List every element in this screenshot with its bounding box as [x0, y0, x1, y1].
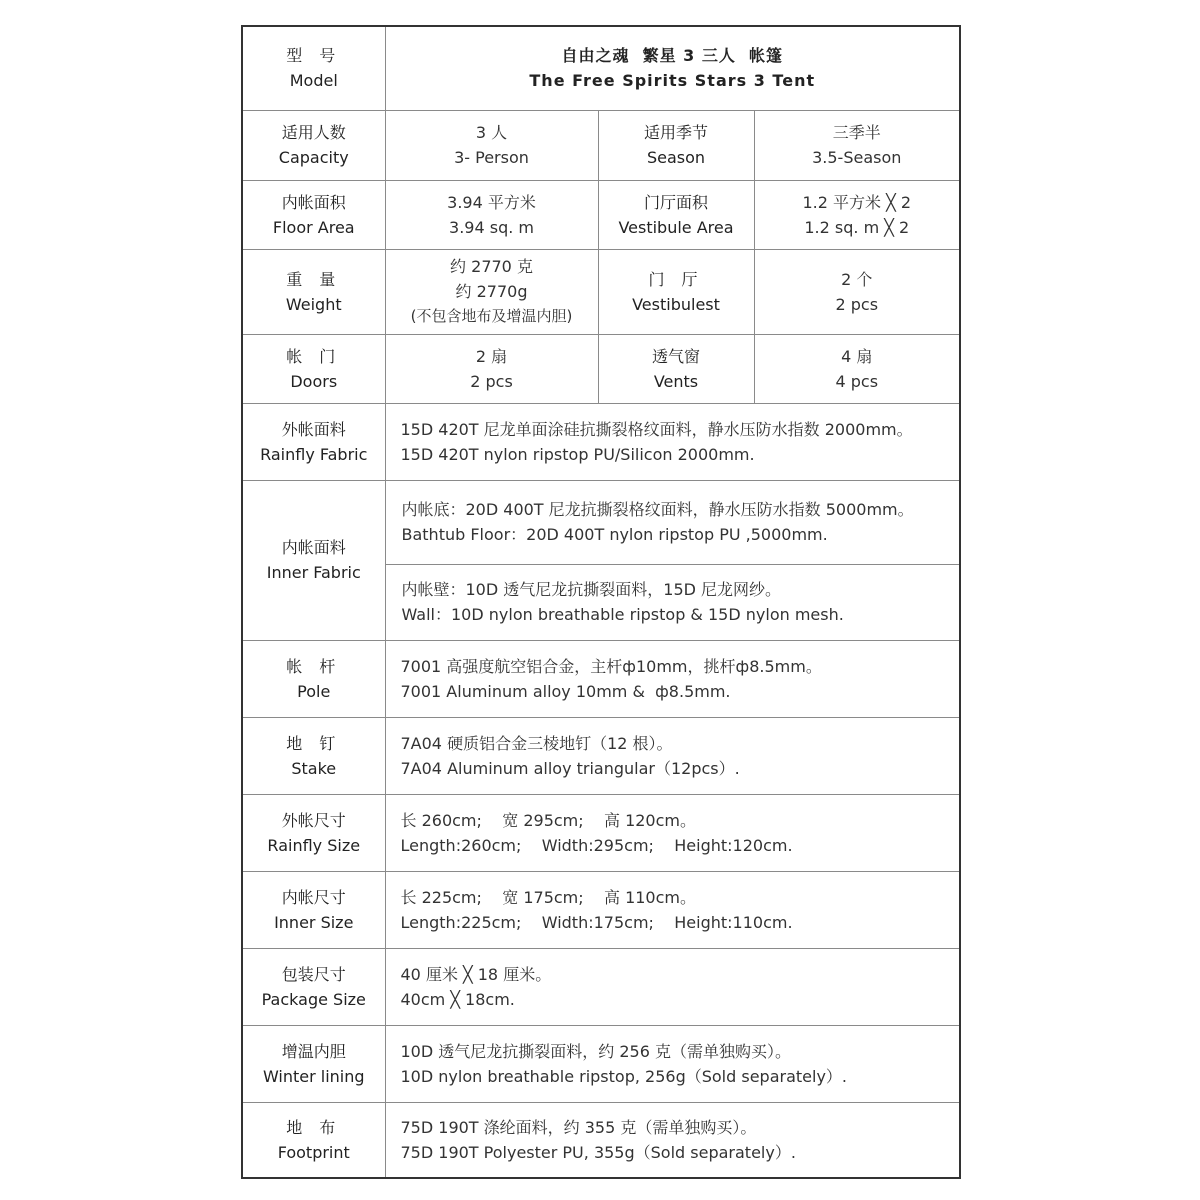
pole-value-zh: 7001 高强度航空铝合金，主杆ф10mm，挑杆ф8.5mm。 [400, 656, 822, 676]
doors-label-en: Doors [290, 371, 338, 391]
doors-label-zh: 帐 门 [286, 346, 342, 366]
weight-value-zh: 约 2770 克 [450, 257, 533, 276]
doors-value-cell [385, 334, 598, 403]
stake-label-en: Stake [291, 758, 337, 778]
row-package-size [242, 948, 960, 1025]
row-footprint [242, 1102, 960, 1178]
pole-label-zh: 帐 杆 [286, 656, 342, 676]
weight-note: (不包含地布及增温内胆) [410, 307, 573, 325]
stake-label-zh: 地 钉 [286, 733, 342, 753]
doors-label-cell [242, 334, 385, 403]
model-value-cell [385, 26, 960, 110]
stake-value-zh: 7A04 硬质铝合金三棱地钉（12 根）。 [400, 733, 673, 753]
floor-area-label-cell [242, 180, 385, 249]
row-model [242, 26, 960, 110]
package-size-label-cell [242, 948, 385, 1025]
rainfly-size-label-zh: 外帐尺寸 [281, 810, 346, 830]
inner-fabric-label-cell [242, 480, 385, 640]
footprint-value-zh: 75D 190T 涤纶面料，约 355 克（需单独购买）。 [400, 1117, 757, 1137]
vents-label-en: Vents [653, 371, 699, 391]
spec-table [241, 25, 961, 1179]
inner-size-label-en: Inner Size [274, 912, 354, 932]
winter-lining-label-cell [242, 1025, 385, 1102]
inner-fabric-label-en: Inner Fabric [266, 563, 361, 582]
vestibules-label-cell [598, 249, 754, 334]
rainfly-size-value-cell [385, 794, 960, 871]
rainfly-fabric-value-cell [385, 403, 960, 480]
capacity-label-cell [242, 110, 385, 180]
weight-label-en: Weight [285, 294, 342, 314]
row-stake [242, 717, 960, 794]
row-doors-vents [242, 334, 960, 403]
vents-value-en: 4 pcs [835, 371, 879, 391]
floor-area-value-en: 3.94 sq. m [449, 217, 534, 237]
inner-size-value-zh: 长 225cm; 宽 175cm; 高 110cm。 [400, 887, 696, 907]
rainfly-fabric-label-zh: 外帐面料 [281, 419, 346, 439]
model-value-en: The Free Spirits Stars 3 Tent [529, 71, 816, 91]
stake-label-cell [242, 717, 385, 794]
rainfly-fabric-label-cell [242, 403, 385, 480]
season-label-zh: 适用季节 [643, 123, 708, 142]
weight-label-cell [242, 249, 385, 334]
rainfly-size-value-zh: 长 260cm; 宽 295cm; 高 120cm。 [400, 810, 696, 830]
inner-fabric-wall [386, 565, 960, 640]
capacity-value-en: 3- Person [454, 148, 529, 167]
capacity-label-en: Capacity [278, 148, 349, 167]
rainfly-size-label-en: Rainfly Size [267, 835, 361, 855]
vestibule-area-value-en: 1.2 sq. m ╳ 2 [804, 217, 910, 237]
doors-value-en: 2 pcs [470, 371, 513, 391]
footprint-value-en: 75D 190T Polyester PU, 355g（Sold separately）. [400, 1142, 796, 1162]
model-label-zh: 型 号 [286, 46, 342, 66]
row-inner-size [242, 871, 960, 948]
weight-value-cell [385, 249, 598, 334]
rainfly-fabric-value-zh: 15D 420T 尼龙单面涂硅抗撕裂格纹面料，静水压防水指数 2000mm。 [400, 419, 913, 439]
footprint-value-cell [385, 1102, 960, 1178]
model-value-zh: 自由之魂 繁星 3 三人 帐篷 [561, 46, 784, 66]
pole-value-en: 7001 Aluminum alloy 10mm & ф8.5mm. [400, 681, 731, 701]
footprint-label-en: Footprint [277, 1142, 350, 1162]
row-rainfly-fabric [242, 403, 960, 480]
rainfly-fabric-label-en: Rainfly Fabric [260, 444, 368, 464]
package-size-value-en: 40cm ╳ 18cm. [400, 989, 515, 1009]
inner-fabric-wall-zh: 内帐壁：10D 透气尼龙抗撕裂面料，15D 尼龙网纱。 [401, 580, 782, 599]
package-size-label-en: Package Size [261, 989, 366, 1009]
vestibules-value-zh: 2 个 [841, 269, 873, 289]
winter-lining-value-cell [385, 1025, 960, 1102]
season-value-en: 3.5-Season [812, 148, 902, 167]
season-label-en: Season [646, 148, 706, 167]
vestibule-area-value-zh: 1.2 平方米 ╳ 2 [802, 192, 912, 212]
inner-size-value-en: Length:225cm; Width:175cm; Height:110cm. [400, 912, 793, 932]
weight-value-en: 约 2770g [455, 282, 528, 301]
row-weight [242, 249, 960, 334]
season-value-cell [754, 110, 960, 180]
package-size-label-zh: 包装尺寸 [281, 964, 346, 984]
doors-value-zh: 2 扇 [475, 346, 508, 366]
package-size-value-zh: 40 厘米 ╳ 18 厘米。 [400, 964, 552, 984]
footprint-label-cell [242, 1102, 385, 1178]
pole-label-cell [242, 640, 385, 717]
vestibule-area-label-cell [598, 180, 754, 249]
vestibules-label-zh: 门 厅 [648, 269, 704, 289]
weight-label-zh: 重 量 [286, 269, 342, 289]
vents-value-cell [754, 334, 960, 403]
inner-fabric-label-zh: 内帐面料 [281, 538, 346, 557]
inner-fabric-wall-en: Wall：10D nylon breathable ripstop & 15D nylon mesh. [401, 605, 844, 624]
vestibules-value-cell [754, 249, 960, 334]
inner-fabric-value-cell [385, 480, 960, 640]
package-size-value-cell [385, 948, 960, 1025]
inner-fabric-floor-zh: 内帐底：20D 400T 尼龙抗撕裂格纹面料，静水压防水指数 5000mm。 [401, 500, 914, 519]
capacity-label-zh: 适用人数 [281, 123, 346, 142]
vestibule-area-label-en: Vestibule Area [618, 217, 734, 237]
season-label-cell [598, 110, 754, 180]
row-capacity-season [242, 110, 960, 180]
vents-value-zh: 4 扇 [841, 346, 873, 366]
vents-label-zh: 透气窗 [651, 346, 700, 366]
vestibules-value-en: 2 pcs [835, 294, 879, 314]
capacity-value-cell [385, 110, 598, 180]
vestibule-area-value-cell [754, 180, 960, 249]
row-rainfly-size [242, 794, 960, 871]
stake-value-en: 7A04 Aluminum alloy triangular（12pcs）. [400, 758, 740, 778]
model-label-cell [242, 26, 385, 110]
winter-lining-label-en: Winter lining [262, 1066, 365, 1086]
inner-fabric-floor [386, 481, 960, 565]
row-pole [242, 640, 960, 717]
inner-size-value-cell [385, 871, 960, 948]
rainfly-size-value-en: Length:260cm; Width:295cm; Height:120cm. [400, 835, 793, 855]
row-winter-lining [242, 1025, 960, 1102]
floor-area-value-cell [385, 180, 598, 249]
pole-value-cell [385, 640, 960, 717]
vents-label-cell [598, 334, 754, 403]
model-label-en: Model [289, 71, 338, 91]
footprint-label-zh: 地 布 [286, 1117, 342, 1137]
pole-label-en: Pole [297, 681, 331, 701]
rainfly-size-label-cell [242, 794, 385, 871]
inner-size-label-cell [242, 871, 385, 948]
winter-lining-label-zh: 增温内胆 [281, 1041, 346, 1061]
rainfly-fabric-value-en: 15D 420T nylon ripstop PU/Silicon 2000mm. [400, 444, 755, 464]
winter-lining-value-en: 10D nylon breathable ripstop, 256g（Sold separately）. [400, 1066, 847, 1086]
season-value-zh: 三季半 [832, 123, 881, 142]
inner-size-label-zh: 内帐尺寸 [281, 887, 346, 907]
winter-lining-value-zh: 10D 透气尼龙抗撕裂面料，约 256 克（需单独购买）。 [400, 1041, 791, 1061]
floor-area-label-zh: 内帐面积 [281, 192, 346, 212]
floor-area-label-en: Floor Area [272, 217, 355, 237]
floor-area-value-zh: 3.94 平方米 [447, 192, 536, 212]
capacity-value-zh: 3 人 [475, 123, 508, 142]
vestibules-label-en: Vestibulest [632, 294, 720, 314]
row-area [242, 180, 960, 249]
vestibule-area-label-zh: 门厅面积 [643, 192, 708, 212]
row-inner-fabric [242, 480, 960, 640]
stake-value-cell [385, 717, 960, 794]
inner-fabric-floor-en: Bathtub Floor：20D 400T nylon ripstop PU ,5000mm. [401, 525, 828, 544]
